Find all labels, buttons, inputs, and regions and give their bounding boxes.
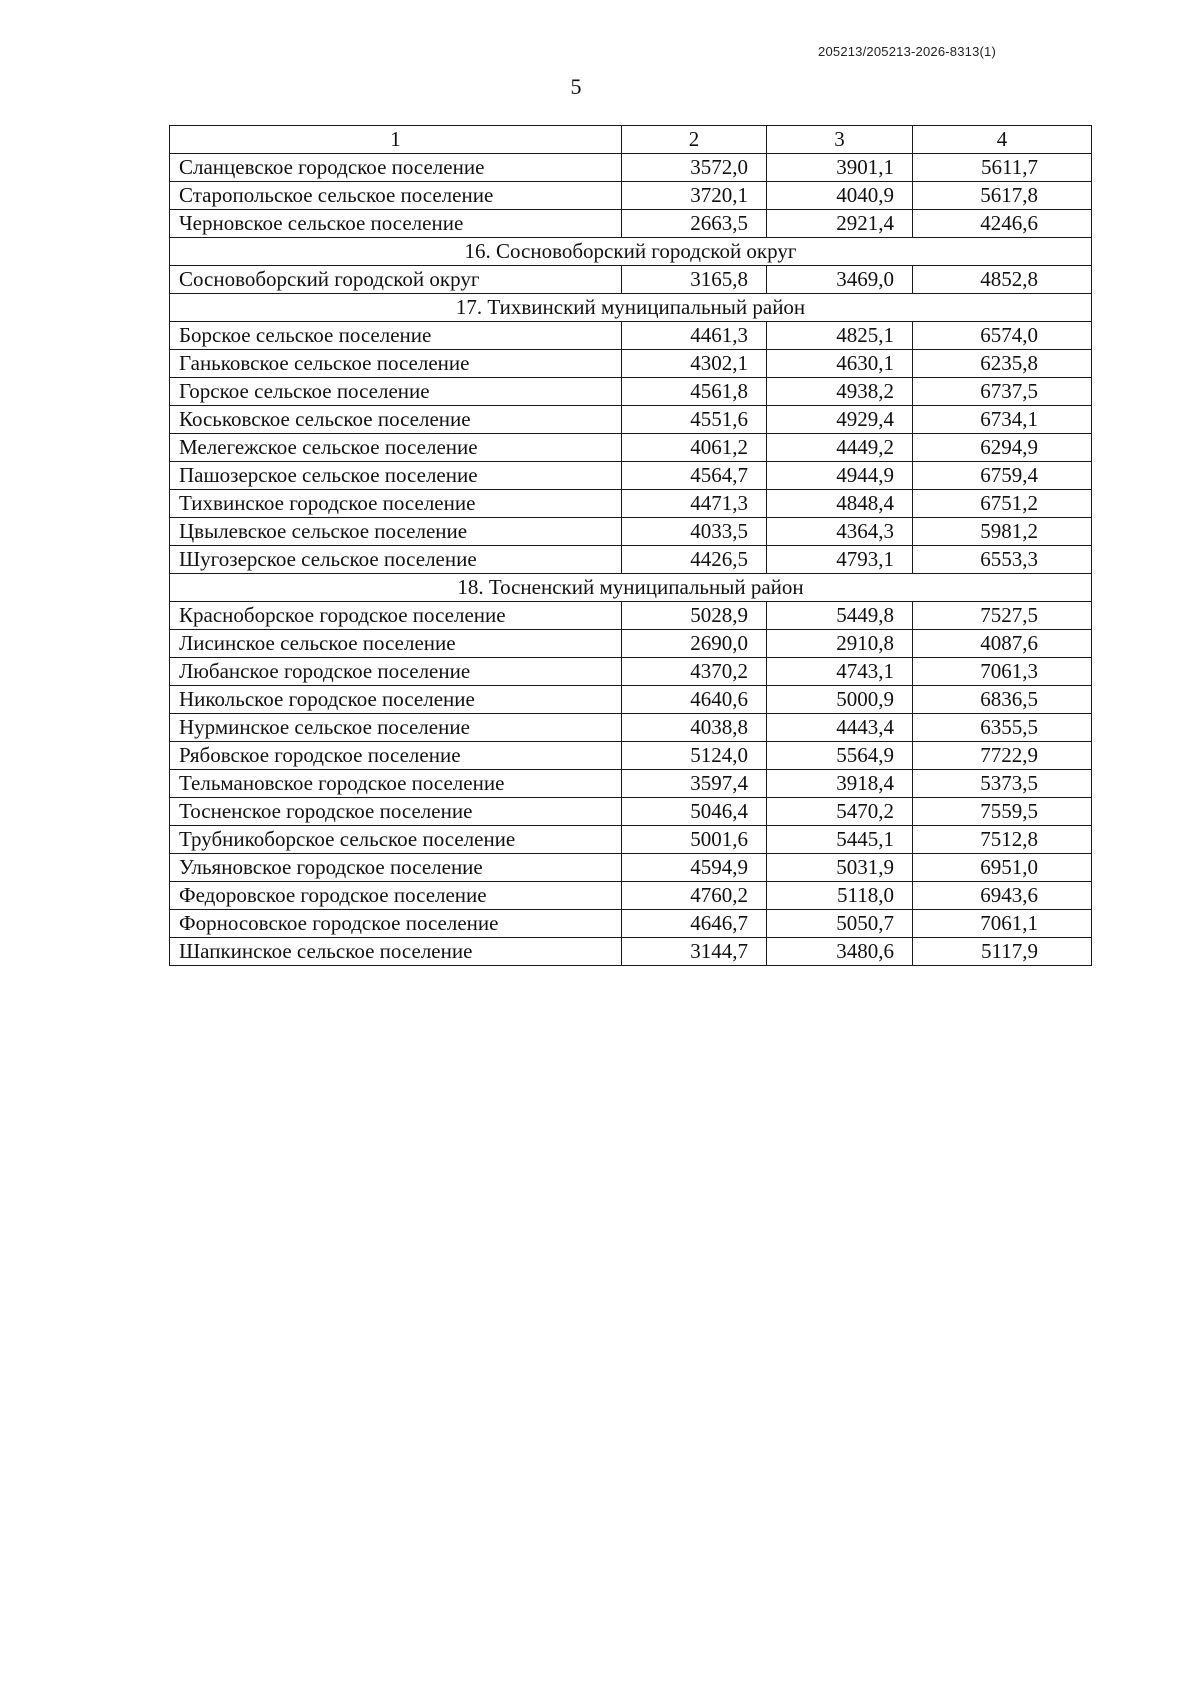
settlement-name-cell: Сосновоборский городской округ [170,266,622,294]
table-row [170,350,1092,378]
value-cell-col3: 5000,9 [767,686,913,714]
table-row [170,714,1092,742]
table-row [170,910,1092,938]
table-row [170,462,1092,490]
value-cell-col4: 6751,2 [913,490,1092,518]
table-row [170,882,1092,910]
value-cell-col3: 4630,1 [767,350,913,378]
value-cell-col3: 4793,1 [767,546,913,574]
value-cell-col4: 7722,9 [913,742,1092,770]
group-title: 18. Тосненский муниципальный район [170,574,1092,602]
value-cell-col4: 6836,5 [913,686,1092,714]
table-row [170,490,1092,518]
value-cell-col2: 3144,7 [622,938,767,966]
value-cell-col3: 4848,4 [767,490,913,518]
settlement-name-cell: Никольское городское поселение [170,686,622,714]
table-row [170,266,1092,294]
settlement-name-cell: Лисинское сельское поселение [170,630,622,658]
data-table [169,125,1092,966]
value-cell-col2: 4760,2 [622,882,767,910]
table-body [170,154,1092,966]
value-cell-col3: 5449,8 [767,602,913,630]
value-cell-col4: 4852,8 [913,266,1092,294]
value-cell-col4: 4246,6 [913,210,1092,238]
settlement-name-cell: Ульяновское городское поселение [170,854,622,882]
value-cell-col2: 4426,5 [622,546,767,574]
settlement-name-cell: Старопольское сельское поселение [170,182,622,210]
value-cell-col4: 6737,5 [913,378,1092,406]
value-cell-col2: 4370,2 [622,658,767,686]
settlement-name-cell: Черновское сельское поселение [170,210,622,238]
column-header-2: 2 [622,126,767,154]
value-cell-col2: 4551,6 [622,406,767,434]
group-title: 16. Сосновоборский городской округ [170,238,1092,266]
value-cell-col3: 3918,4 [767,770,913,798]
value-cell-col3: 5031,9 [767,854,913,882]
value-cell-col2: 4646,7 [622,910,767,938]
value-cell-col2: 2663,5 [622,210,767,238]
value-cell-col3: 4929,4 [767,406,913,434]
settlement-name-cell: Пашозерское сельское поселение [170,462,622,490]
document-code: 205213/205213-2026-8313(1) [818,44,996,59]
group-title: 17. Тихвинский муниципальный район [170,294,1092,322]
settlement-name-cell: Рябовское городское поселение [170,742,622,770]
value-cell-col4: 5117,9 [913,938,1092,966]
value-cell-col2: 4640,6 [622,686,767,714]
value-cell-col4: 6759,4 [913,462,1092,490]
table-row [170,154,1092,182]
table-row [170,854,1092,882]
settlement-name-cell: Борское сельское поселение [170,322,622,350]
table-row [170,826,1092,854]
table-row [170,182,1092,210]
table-row [170,406,1092,434]
value-cell-col3: 4825,1 [767,322,913,350]
value-cell-col4: 7512,8 [913,826,1092,854]
table-row [170,742,1092,770]
table-row [170,658,1092,686]
value-cell-col3: 4443,4 [767,714,913,742]
settlement-name-cell: Горское сельское поселение [170,378,622,406]
table-row [170,686,1092,714]
value-cell-col2: 5046,4 [622,798,767,826]
settlement-name-cell: Мелегежское сельское поселение [170,434,622,462]
table-row [170,938,1092,966]
value-cell-col4: 6734,1 [913,406,1092,434]
value-cell-col4: 5617,8 [913,182,1092,210]
table-row [170,798,1092,826]
group-header-row [170,238,1092,266]
settlement-name-cell: Федоровское городское поселение [170,882,622,910]
settlement-name-cell: Коськовское сельское поселение [170,406,622,434]
table-row [170,770,1092,798]
value-cell-col4: 6951,0 [913,854,1092,882]
value-cell-col2: 3165,8 [622,266,767,294]
value-cell-col4: 6294,9 [913,434,1092,462]
value-cell-col3: 4040,9 [767,182,913,210]
value-cell-col3: 5470,2 [767,798,913,826]
group-header-row [170,574,1092,602]
column-header-3: 3 [767,126,913,154]
settlement-name-cell: Цвылевское сельское поселение [170,518,622,546]
value-cell-col3: 4944,9 [767,462,913,490]
column-header-1: 1 [170,126,622,154]
value-cell-col3: 4449,2 [767,434,913,462]
value-cell-col3: 3469,0 [767,266,913,294]
settlement-name-cell: Сланцевское городское поселение [170,154,622,182]
value-cell-col2: 4061,2 [622,434,767,462]
value-cell-col2: 5124,0 [622,742,767,770]
value-cell-col4: 7061,1 [913,910,1092,938]
value-cell-col2: 5001,6 [622,826,767,854]
value-cell-col2: 3597,4 [622,770,767,798]
value-cell-col2: 3572,0 [622,154,767,182]
value-cell-col4: 6574,0 [913,322,1092,350]
value-cell-col3: 5050,7 [767,910,913,938]
value-cell-col4: 4087,6 [913,630,1092,658]
value-cell-col3: 5564,9 [767,742,913,770]
column-header-4: 4 [913,126,1092,154]
value-cell-col3: 2910,8 [767,630,913,658]
value-cell-col4: 5981,2 [913,518,1092,546]
value-cell-col4: 5373,5 [913,770,1092,798]
value-cell-col2: 4564,7 [622,462,767,490]
group-header-row [170,294,1092,322]
value-cell-col2: 4594,9 [622,854,767,882]
table-row [170,518,1092,546]
value-cell-col3: 5445,1 [767,826,913,854]
value-cell-col4: 7527,5 [913,602,1092,630]
table-row [170,322,1092,350]
value-cell-col2: 4033,5 [622,518,767,546]
settlement-name-cell: Красноборское городское поселение [170,602,622,630]
value-cell-col4: 7061,3 [913,658,1092,686]
value-cell-col4: 6355,5 [913,714,1092,742]
value-cell-col2: 5028,9 [622,602,767,630]
page-number: 5 [570,74,582,99]
value-cell-col2: 2690,0 [622,630,767,658]
settlement-name-cell: Любанское городское поселение [170,658,622,686]
table-row [170,546,1092,574]
settlement-name-cell: Форносовское городское поселение [170,910,622,938]
settlement-name-cell: Тельмановское городское поселение [170,770,622,798]
value-cell-col2: 4561,8 [622,378,767,406]
settlement-name-cell: Ганьковское сельское поселение [170,350,622,378]
value-cell-col3: 3480,6 [767,938,913,966]
data-table-container [169,125,1091,966]
value-cell-col3: 2921,4 [767,210,913,238]
value-cell-col3: 4938,2 [767,378,913,406]
table-row [170,210,1092,238]
value-cell-col4: 6235,8 [913,350,1092,378]
table-row [170,378,1092,406]
value-cell-col4: 7559,5 [913,798,1092,826]
value-cell-col4: 5611,7 [913,154,1092,182]
settlement-name-cell: Тихвинское городское поселение [170,490,622,518]
value-cell-col4: 6553,3 [913,546,1092,574]
value-cell-col2: 3720,1 [622,182,767,210]
value-cell-col2: 4471,3 [622,490,767,518]
settlement-name-cell: Трубникоборское сельское поселение [170,826,622,854]
table-row [170,434,1092,462]
value-cell-col3: 5118,0 [767,882,913,910]
table-row [170,630,1092,658]
value-cell-col3: 3901,1 [767,154,913,182]
value-cell-col2: 4461,3 [622,322,767,350]
value-cell-col3: 4364,3 [767,518,913,546]
value-cell-col3: 4743,1 [767,658,913,686]
value-cell-col2: 4302,1 [622,350,767,378]
table-header-row [170,126,1092,154]
table-row [170,602,1092,630]
settlement-name-cell: Шугозерское сельское поселение [170,546,622,574]
value-cell-col2: 4038,8 [622,714,767,742]
settlement-name-cell: Нурминское сельское поселение [170,714,622,742]
settlement-name-cell: Шапкинское сельское поселение [170,938,622,966]
settlement-name-cell: Тосненское городское поселение [170,798,622,826]
value-cell-col4: 6943,6 [913,882,1092,910]
